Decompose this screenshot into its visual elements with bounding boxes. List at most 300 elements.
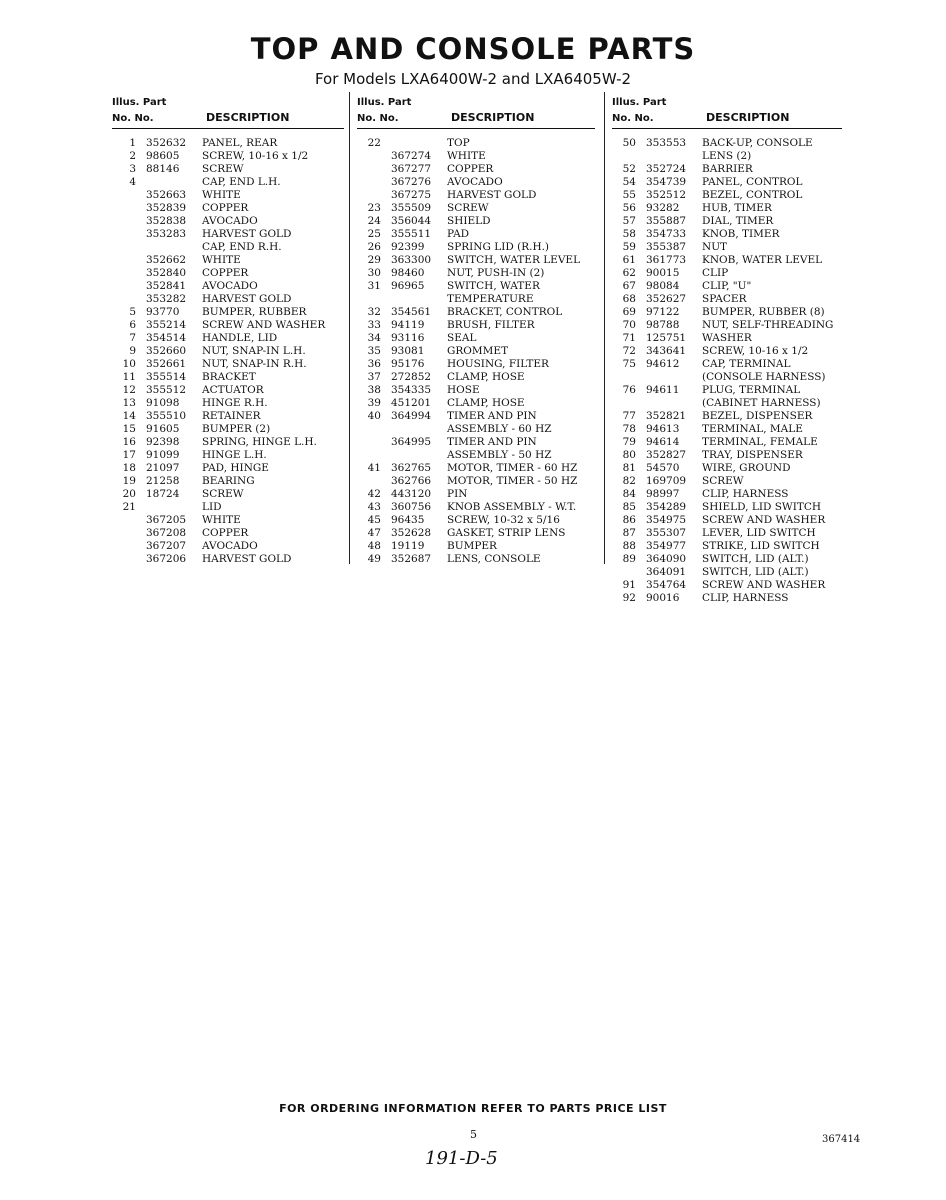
illus-number: 10 <box>122 358 136 370</box>
part-number: 352632 <box>146 137 187 149</box>
part-number: 361773 <box>646 254 687 266</box>
part-description: SCREW <box>202 488 244 500</box>
part-description: SWITCH, LID (ALT.) <box>702 553 809 565</box>
illus-number: 24 <box>367 215 381 227</box>
part-description: SCREW, 10-16 x 1/2 <box>702 345 809 357</box>
part-number: 54570 <box>646 462 680 474</box>
part-number: 352838 <box>146 215 187 227</box>
document-code: 367414 <box>822 1134 861 1145</box>
parts-row <box>612 137 842 150</box>
parts-row <box>112 397 344 410</box>
parts-row <box>612 371 842 384</box>
parts-row <box>612 228 842 241</box>
part-number: 367276 <box>391 176 432 188</box>
illus-number: 92 <box>622 592 636 604</box>
part-number: 354514 <box>146 332 187 344</box>
column-header <box>112 95 344 131</box>
illus-number: 81 <box>622 462 636 474</box>
illus-part-header: Illus. Part <box>112 97 167 108</box>
parts-row <box>112 254 344 267</box>
illus-number: 23 <box>367 202 381 214</box>
parts-row <box>357 280 595 293</box>
illus-number: 36 <box>367 358 381 370</box>
part-description: PAD <box>447 228 470 240</box>
part-description: WASHER <box>702 332 752 344</box>
part-description: SHIELD <box>447 215 491 227</box>
part-description: WHITE <box>202 514 241 526</box>
header-rule <box>357 128 595 129</box>
parts-row <box>112 449 344 462</box>
part-description: BRACKET <box>202 371 256 383</box>
parts-row <box>357 319 595 332</box>
part-number: 94119 <box>391 319 425 331</box>
part-description: SPRING, HINGE L.H. <box>202 436 317 448</box>
part-number: 90015 <box>646 267 680 279</box>
parts-row <box>357 501 595 514</box>
parts-row <box>612 579 842 592</box>
parts-row <box>612 319 842 332</box>
parts-row <box>357 345 595 358</box>
illus-number: 4 <box>129 176 136 188</box>
part-number: 96965 <box>391 280 425 292</box>
part-number: 354289 <box>646 501 687 513</box>
part-number: 355887 <box>646 215 687 227</box>
parts-row <box>357 371 595 384</box>
part-number: 94613 <box>646 423 680 435</box>
part-number: 343641 <box>646 345 687 357</box>
column-header <box>612 95 842 131</box>
illus-number: 57 <box>622 215 636 227</box>
header-rule <box>612 128 842 129</box>
parts-row <box>112 384 344 397</box>
parts-row <box>357 475 595 488</box>
parts-row <box>612 332 842 345</box>
part-description: ASSEMBLY - 50 HZ <box>447 449 552 461</box>
parts-row <box>357 137 595 150</box>
parts-row <box>112 332 344 345</box>
part-number: 352663 <box>146 189 187 201</box>
part-number: 93081 <box>391 345 425 357</box>
parts-row <box>612 566 842 579</box>
parts-row <box>612 293 842 306</box>
part-description: TOP <box>447 137 470 149</box>
part-number: 354335 <box>391 384 432 396</box>
parts-row <box>112 176 344 189</box>
part-description: STRIKE, LID SWITCH <box>702 540 820 552</box>
illus-number: 11 <box>122 371 136 383</box>
part-description: NUT <box>702 241 728 253</box>
part-number: 88146 <box>146 163 180 175</box>
parts-row <box>612 345 842 358</box>
part-description: SPRING LID (R.H.) <box>447 241 550 253</box>
illus-number: 59 <box>622 241 636 253</box>
part-description: HINGE R.H. <box>202 397 268 409</box>
part-number: 354561 <box>391 306 432 318</box>
illus-number: 86 <box>622 514 636 526</box>
part-description: BEARING <box>202 475 255 487</box>
part-number: 354739 <box>646 176 687 188</box>
part-description: CAP, END L.H. <box>202 176 281 188</box>
part-description: COPPER <box>202 527 249 539</box>
parts-row <box>357 488 595 501</box>
illus-number: 37 <box>367 371 381 383</box>
parts-row <box>612 449 842 462</box>
part-description: HARVEST GOLD <box>202 553 292 565</box>
part-number: 94611 <box>646 384 680 396</box>
part-number: 367205 <box>146 514 187 526</box>
part-description: HARVEST GOLD <box>202 293 292 305</box>
illus-number: 67 <box>622 280 636 292</box>
part-description: SWITCH, WATER <box>447 280 540 292</box>
illus-number: 49 <box>367 553 381 565</box>
part-description: MOTOR, TIMER - 60 HZ <box>447 462 578 474</box>
illus-number: 30 <box>367 267 381 279</box>
part-description: COPPER <box>202 202 249 214</box>
illus-number: 31 <box>367 280 381 292</box>
part-number: 355214 <box>146 319 187 331</box>
part-number: 18724 <box>146 488 180 500</box>
part-description: TIMER AND PIN <box>447 436 537 448</box>
parts-row <box>357 176 595 189</box>
part-description: CLIP, HARNESS <box>702 488 789 500</box>
part-description: SWITCH, WATER LEVEL <box>447 254 581 266</box>
parts-row <box>357 163 595 176</box>
parts-list <box>612 137 842 605</box>
illus-number: 35 <box>367 345 381 357</box>
parts-row <box>357 306 595 319</box>
part-number: 91605 <box>146 423 180 435</box>
part-number: 367207 <box>146 540 187 552</box>
parts-row <box>357 215 595 228</box>
part-number: 355509 <box>391 202 432 214</box>
part-number: 364090 <box>646 553 687 565</box>
parts-row <box>612 189 842 202</box>
parts-row <box>357 384 595 397</box>
parts-row <box>357 462 595 475</box>
parts-row <box>612 176 842 189</box>
parts-column-2 <box>357 95 595 566</box>
parts-row <box>357 410 595 423</box>
part-description: PANEL, CONTROL <box>702 176 803 188</box>
parts-row <box>112 527 344 540</box>
illus-number: 5 <box>129 306 136 318</box>
part-description: NUT, SELF-THREADING <box>702 319 834 331</box>
part-number: 352687 <box>391 553 432 565</box>
parts-row <box>357 189 595 202</box>
illus-number: 19 <box>122 475 136 487</box>
parts-row <box>112 436 344 449</box>
parts-row <box>112 280 344 293</box>
part-number: 354733 <box>646 228 687 240</box>
part-description: BARRIER <box>702 163 753 175</box>
part-number: 94614 <box>646 436 680 448</box>
part-description: SCREW AND WASHER <box>202 319 326 331</box>
part-description: NUT, PUSH-IN (2) <box>447 267 545 279</box>
illus-number: 16 <box>122 436 136 448</box>
parts-row <box>612 280 842 293</box>
parts-row <box>612 488 842 501</box>
part-description: HANDLE, LID <box>202 332 278 344</box>
header-rule <box>112 128 344 129</box>
part-description: LID <box>202 501 222 513</box>
no-no-header: No. No. <box>357 113 399 124</box>
illus-number: 77 <box>622 410 636 422</box>
parts-row <box>612 267 842 280</box>
part-description: SCREW <box>202 163 244 175</box>
part-description: LENS, CONSOLE <box>447 553 541 565</box>
parts-row <box>112 423 344 436</box>
parts-column-1 <box>112 95 344 566</box>
part-number: 98788 <box>646 319 680 331</box>
illus-number: 17 <box>122 449 136 461</box>
part-description: HINGE L.H. <box>202 449 267 461</box>
part-description: SCREW <box>702 475 744 487</box>
parts-row <box>357 514 595 527</box>
illus-number: 52 <box>622 163 636 175</box>
part-number: 352827 <box>646 449 687 461</box>
parts-row <box>112 137 344 150</box>
illus-number: 43 <box>367 501 381 513</box>
parts-row <box>357 241 595 254</box>
part-description: KNOB, TIMER <box>702 228 780 240</box>
page-title: TOP AND CONSOLE PARTS <box>250 32 696 66</box>
parts-row <box>612 397 842 410</box>
illus-number: 76 <box>622 384 636 396</box>
part-description: CLAMP, HOSE <box>447 371 525 383</box>
part-description: HOSE <box>447 384 480 396</box>
parts-row <box>112 462 344 475</box>
part-description: MOTOR, TIMER - 50 HZ <box>447 475 578 487</box>
parts-row <box>612 475 842 488</box>
part-description: HUB, TIMER <box>702 202 772 214</box>
illus-number: 29 <box>367 254 381 266</box>
part-description: PIN <box>447 488 468 500</box>
part-number: 354975 <box>646 514 687 526</box>
part-number: 352821 <box>646 410 687 422</box>
parts-row <box>357 254 595 267</box>
part-number: 98605 <box>146 150 180 162</box>
part-description: COPPER <box>202 267 249 279</box>
part-number: 360756 <box>391 501 432 513</box>
illus-number: 69 <box>622 306 636 318</box>
illus-number: 26 <box>367 241 381 253</box>
part-description: KNOB, WATER LEVEL <box>702 254 823 266</box>
column-header <box>357 95 595 131</box>
illus-number: 14 <box>122 410 136 422</box>
illus-number: 50 <box>622 137 636 149</box>
ordering-footer: FOR ORDERING INFORMATION REFER TO PARTS PRICE LIST <box>279 1102 667 1115</box>
parts-row <box>612 358 842 371</box>
illus-number: 84 <box>622 488 636 500</box>
part-number: 355307 <box>646 527 687 539</box>
part-description: SPACER <box>702 293 747 305</box>
illus-number: 56 <box>622 202 636 214</box>
part-number: 352724 <box>646 163 687 175</box>
illus-number: 85 <box>622 501 636 513</box>
part-number: 352661 <box>146 358 187 370</box>
part-description: WHITE <box>202 254 241 266</box>
parts-row <box>612 436 842 449</box>
parts-row <box>112 319 344 332</box>
part-description: HOUSING, FILTER <box>447 358 549 370</box>
part-description: WHITE <box>202 189 241 201</box>
part-description: LENS (2) <box>702 150 752 162</box>
parts-row <box>612 423 842 436</box>
parts-row <box>112 371 344 384</box>
parts-row <box>112 514 344 527</box>
part-number: 352662 <box>146 254 187 266</box>
part-description: (CONSOLE HARNESS) <box>702 371 826 383</box>
part-description: WIRE, GROUND <box>702 462 791 474</box>
part-number: 352628 <box>391 527 432 539</box>
part-number: 362766 <box>391 475 432 487</box>
parts-row <box>357 436 595 449</box>
part-description: CLAMP, HOSE <box>447 397 525 409</box>
part-number: 353553 <box>646 137 687 149</box>
parts-row <box>112 241 344 254</box>
parts-row <box>612 150 842 163</box>
part-description: TRAY, DISPENSER <box>702 449 803 461</box>
parts-row <box>112 488 344 501</box>
part-number: 95176 <box>391 358 425 370</box>
illus-number: 45 <box>367 514 381 526</box>
illus-number: 80 <box>622 449 636 461</box>
parts-row <box>357 449 595 462</box>
illus-number: 38 <box>367 384 381 396</box>
part-description: CLIP, "U" <box>702 280 752 292</box>
part-number: 19119 <box>391 540 425 552</box>
part-number: 367206 <box>146 553 187 565</box>
parts-row <box>112 293 344 306</box>
part-number: 90016 <box>646 592 680 604</box>
part-description: BUMPER, RUBBER <box>202 306 307 318</box>
parts-row <box>112 410 344 423</box>
part-number: 367208 <box>146 527 187 539</box>
part-description: BEZEL, CONTROL <box>702 189 803 201</box>
part-number: 364994 <box>391 410 432 422</box>
part-description: SHIELD, LID SWITCH <box>702 501 822 513</box>
part-number: 354764 <box>646 579 687 591</box>
part-description: AVOCADO <box>447 176 503 188</box>
illus-number: 70 <box>622 319 636 331</box>
part-number: 352660 <box>146 345 187 357</box>
illus-number: 58 <box>622 228 636 240</box>
part-description: AVOCADO <box>202 540 258 552</box>
parts-row <box>612 306 842 319</box>
part-description: SEAL <box>447 332 477 344</box>
parts-row <box>357 267 595 280</box>
part-number: 91099 <box>146 449 180 461</box>
parts-row <box>112 150 344 163</box>
part-number: 94612 <box>646 358 680 370</box>
part-description: TERMINAL, MALE <box>702 423 803 435</box>
illus-number: 87 <box>622 527 636 539</box>
part-number: 352627 <box>646 293 687 305</box>
part-number: 125751 <box>646 332 687 344</box>
part-description: SCREW <box>447 202 489 214</box>
parts-row <box>112 501 344 514</box>
part-number: 98460 <box>391 267 425 279</box>
illus-number: 91 <box>622 579 636 591</box>
parts-row <box>357 540 595 553</box>
illus-number: 2 <box>129 150 136 162</box>
parts-row <box>112 228 344 241</box>
part-description: GROMMET <box>447 345 509 357</box>
part-number: 352512 <box>646 189 687 201</box>
parts-row <box>112 358 344 371</box>
part-description: ACTUATOR <box>202 384 264 396</box>
parts-row <box>612 501 842 514</box>
part-description: SCREW AND WASHER <box>702 579 826 591</box>
part-description: CLIP <box>702 267 729 279</box>
part-description: DIAL, TIMER <box>702 215 774 227</box>
description-header: DESCRIPTION <box>451 111 535 124</box>
models-subtitle: For Models LXA6400W-2 and LXA6405W-2 <box>314 70 632 88</box>
parts-row <box>612 384 842 397</box>
illus-number: 6 <box>129 319 136 331</box>
parts-row <box>357 202 595 215</box>
part-number: 97122 <box>646 306 680 318</box>
part-number: 443120 <box>391 488 432 500</box>
part-number: 363300 <box>391 254 432 266</box>
illus-number: 7 <box>129 332 136 344</box>
part-number: 93116 <box>391 332 425 344</box>
part-description: CAP, END R.H. <box>202 241 282 253</box>
part-number: 98084 <box>646 280 680 292</box>
illus-number: 13 <box>122 397 136 409</box>
part-number: 364995 <box>391 436 432 448</box>
illus-part-header: Illus. Part <box>612 97 667 108</box>
part-description: CLIP, HARNESS <box>702 592 789 604</box>
illus-number: 32 <box>367 306 381 318</box>
no-no-header: No. No. <box>112 113 154 124</box>
parts-row <box>357 527 595 540</box>
illus-number: 82 <box>622 475 636 487</box>
part-description: HARVEST GOLD <box>447 189 537 201</box>
part-number: 362765 <box>391 462 432 474</box>
parts-row <box>357 423 595 436</box>
illus-number: 12 <box>122 384 136 396</box>
parts-row <box>612 514 842 527</box>
part-description: BUMPER <box>447 540 497 552</box>
illus-number: 61 <box>622 254 636 266</box>
illus-number: 25 <box>367 228 381 240</box>
part-number: 355512 <box>146 384 187 396</box>
handwritten-note: 191-D-5 <box>425 1148 498 1169</box>
illus-number: 15 <box>122 423 136 435</box>
part-description: CAP, TERMINAL <box>702 358 791 370</box>
parts-row <box>112 189 344 202</box>
illus-number: 34 <box>367 332 381 344</box>
part-description: KNOB ASSEMBLY - W.T. <box>447 501 577 513</box>
part-number: 93770 <box>146 306 180 318</box>
parts-row <box>612 410 842 423</box>
part-number: 96435 <box>391 514 425 526</box>
parts-row <box>612 215 842 228</box>
part-number: 352839 <box>146 202 187 214</box>
part-description: LEVER, LID SWITCH <box>702 527 816 539</box>
parts-list <box>357 137 595 566</box>
illus-number: 79 <box>622 436 636 448</box>
part-description: SCREW, 10-16 x 1/2 <box>202 150 309 162</box>
part-number: 352840 <box>146 267 187 279</box>
part-number: 98997 <box>646 488 680 500</box>
part-description: PLUG, TERMINAL <box>702 384 801 396</box>
parts-row <box>112 163 344 176</box>
illus-part-header: Illus. Part <box>357 97 412 108</box>
part-description: PAD, HINGE <box>202 462 269 474</box>
part-description: (CABINET HARNESS) <box>702 397 821 409</box>
